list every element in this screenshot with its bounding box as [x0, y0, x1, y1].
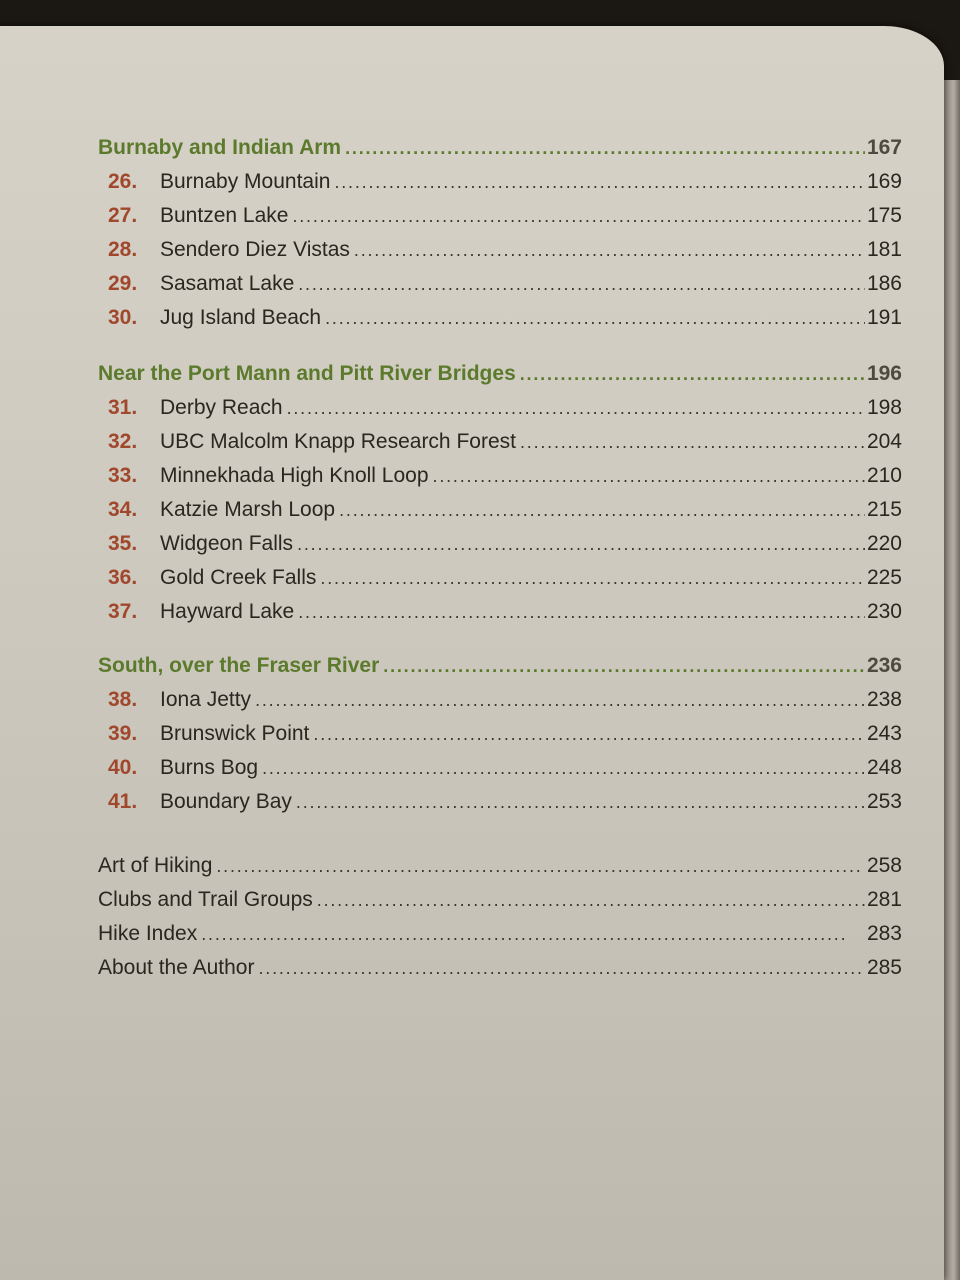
back-matter-page: 283: [866, 922, 902, 945]
dot-leader: [433, 466, 865, 487]
hike-title: Iona Jetty: [160, 688, 252, 711]
dot-leader: [313, 724, 865, 745]
hike-page: 225: [866, 566, 902, 589]
dot-leader: [520, 364, 865, 385]
section-heading: [98, 654, 902, 688]
dot-leader: [262, 758, 865, 779]
toc-section-south-fraser: [98, 654, 902, 824]
toc-entry: [98, 204, 902, 238]
toc-entry: [98, 688, 902, 722]
toc-entry: [98, 238, 902, 272]
dot-leader: [298, 274, 865, 295]
hike-page: 210: [866, 464, 902, 487]
toc-entry: [98, 396, 902, 430]
dot-leader: [255, 690, 865, 711]
back-matter-entry: [98, 922, 902, 956]
section-heading: [98, 362, 902, 396]
dot-leader: [298, 602, 865, 623]
back-matter-page: 285: [866, 956, 902, 979]
dot-leader: [383, 656, 865, 677]
dot-leader: [296, 792, 865, 813]
toc-section-port-mann: [98, 362, 902, 634]
section-page: 167: [866, 136, 902, 159]
dot-leader: [339, 500, 865, 521]
toc-entry: [98, 272, 902, 306]
hike-page: 243: [866, 722, 902, 745]
hike-title: Burns Bog: [160, 756, 259, 779]
hike-number: 38.: [108, 688, 138, 711]
hike-title: Hayward Lake: [160, 600, 295, 623]
hike-page: 181: [866, 238, 902, 261]
dot-leader: [287, 398, 865, 419]
section-page: 196: [866, 362, 902, 385]
dot-leader: [520, 432, 865, 453]
hike-title: Buntzen Lake: [160, 204, 289, 227]
hike-title: Jug Island Beach: [160, 306, 322, 329]
back-matter-title: Clubs and Trail Groups: [98, 888, 313, 911]
hike-page: 198: [866, 396, 902, 419]
dot-leader: [297, 534, 865, 555]
dot-leader: [325, 308, 865, 329]
hike-title: Burnaby Mountain: [160, 170, 331, 193]
dot-leader: [216, 856, 865, 877]
hike-title: Sendero Diez Vistas: [160, 238, 350, 261]
section-title: Near the Port Mann and Pitt River Bridges: [98, 362, 516, 385]
hike-number: 40.: [108, 756, 138, 779]
back-matter-title: Art of Hiking: [98, 854, 213, 877]
book-page-edge: [944, 80, 960, 1280]
hike-page: 230: [866, 600, 902, 623]
toc-entry: [98, 498, 902, 532]
back-matter-entry: [98, 854, 902, 888]
back-matter-page: 281: [866, 888, 902, 911]
hike-title: Derby Reach: [160, 396, 283, 419]
dot-leader: [201, 924, 865, 945]
hike-page: 169: [866, 170, 902, 193]
hike-title: Gold Creek Falls: [160, 566, 317, 589]
toc-section-burnaby: [98, 136, 902, 340]
toc-back-matter: [98, 854, 902, 990]
section-title: Burnaby and Indian Arm: [98, 136, 342, 159]
back-matter-title: About the Author: [98, 956, 255, 979]
dot-leader: [334, 172, 865, 193]
hike-number: 41.: [108, 790, 138, 813]
hike-number: 28.: [108, 238, 138, 261]
section-page: 236: [866, 654, 902, 677]
dot-leader: [354, 240, 865, 261]
hike-page: 215: [866, 498, 902, 521]
toc-entry: [98, 170, 902, 204]
hike-number: 39.: [108, 722, 138, 745]
hike-number: 29.: [108, 272, 138, 295]
hike-page: 248: [866, 756, 902, 779]
hike-title: Sasamat Lake: [160, 272, 295, 295]
dot-leader: [345, 138, 865, 159]
hike-page: 191: [866, 306, 902, 329]
toc-entry: [98, 722, 902, 756]
hike-page: 253: [866, 790, 902, 813]
hike-number: 34.: [108, 498, 138, 521]
hike-title: Minnekhada High Knoll Loop: [160, 464, 429, 487]
hike-title: Boundary Bay: [160, 790, 292, 813]
hike-number: 27.: [108, 204, 138, 227]
hike-title: Katzie Marsh Loop: [160, 498, 336, 521]
dot-leader: [320, 568, 865, 589]
toc-entry: [98, 566, 902, 600]
hike-number: 32.: [108, 430, 138, 453]
back-matter-entry: [98, 888, 902, 922]
section-title: South, over the Fraser River: [98, 654, 380, 677]
toc-entry: [98, 790, 902, 824]
hike-number: 30.: [108, 306, 138, 329]
hike-number: 37.: [108, 600, 138, 623]
toc-entry: [98, 756, 902, 790]
hike-title: Widgeon Falls: [160, 532, 294, 555]
toc-entry: [98, 306, 902, 340]
hike-number: 35.: [108, 532, 138, 555]
dot-leader: [258, 958, 864, 979]
hike-page: 220: [866, 532, 902, 555]
hike-number: 31.: [108, 396, 138, 419]
hike-number: 33.: [108, 464, 138, 487]
hike-title: UBC Malcolm Knapp Research Forest: [160, 430, 516, 453]
hike-page: 175: [866, 204, 902, 227]
hike-number: 26.: [108, 170, 138, 193]
section-heading: [98, 136, 902, 170]
hike-page: 204: [866, 430, 902, 453]
back-matter-title: Hike Index: [98, 922, 198, 945]
toc-entry: [98, 430, 902, 464]
toc-entry: [98, 600, 902, 634]
table-of-contents: [98, 136, 902, 990]
hike-number: 36.: [108, 566, 138, 589]
back-matter-entry: [98, 956, 902, 990]
hike-page: 238: [866, 688, 902, 711]
hike-title: Brunswick Point: [160, 722, 310, 745]
hike-page: 186: [866, 272, 902, 295]
dot-leader: [292, 206, 865, 227]
toc-entry: [98, 464, 902, 498]
dot-leader: [317, 890, 865, 911]
back-matter-page: 258: [866, 854, 902, 877]
toc-entry: [98, 532, 902, 566]
